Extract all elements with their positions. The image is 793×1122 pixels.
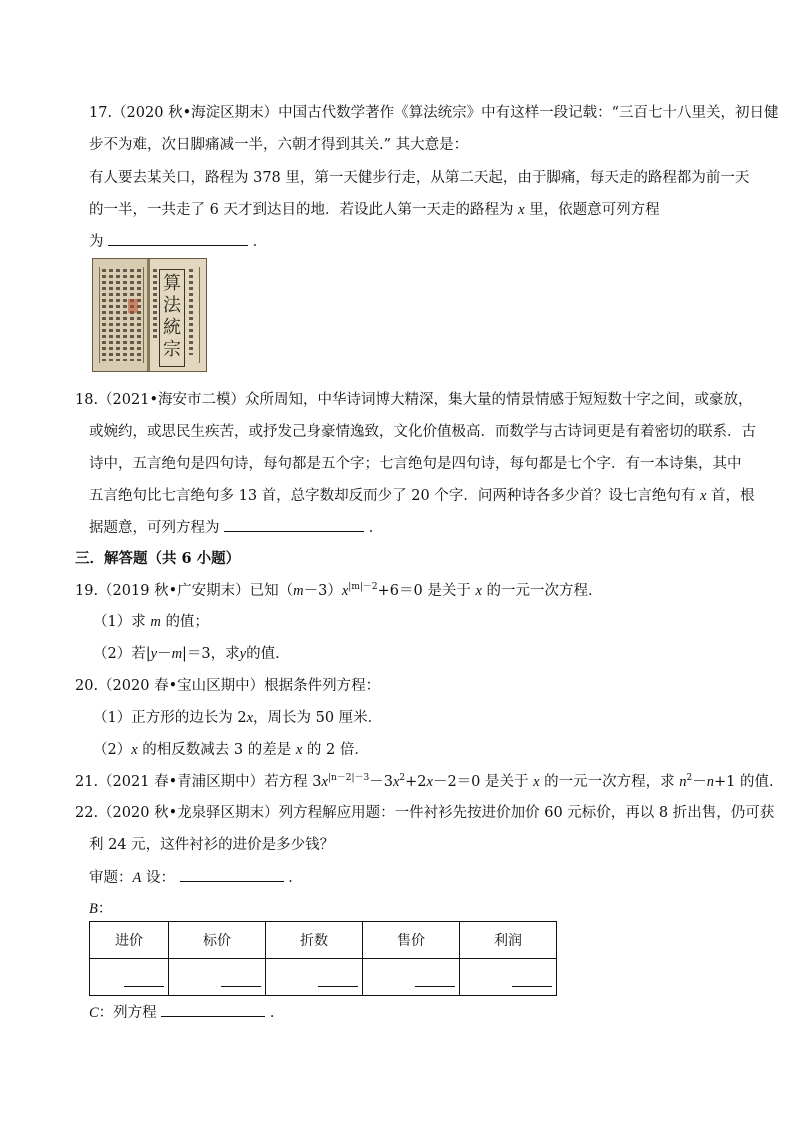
q19-part2-a: （2）若| xyxy=(93,646,151,662)
q21-d: －2＝0 是关于 xyxy=(432,774,529,790)
q20-part1-b: ，周长为 50 厘米． xyxy=(253,710,383,726)
q19-part1-var-m: m xyxy=(150,614,161,630)
q21-f: － xyxy=(692,774,707,790)
q19-var-m: m xyxy=(293,583,304,599)
q17-line5 xyxy=(89,230,267,251)
q22-th-list-price: 标价 xyxy=(169,922,266,959)
q21-a: 21.（2021 春•青浦区期中）若方程 3 xyxy=(75,774,322,790)
q22-th-cost: 进价 xyxy=(90,922,169,959)
q17-line1: 17.（2020 秋•海淀区期末）中国古代数学著作《算法统宗》中有这样一段记载：“三百七十八里关，初日健 xyxy=(89,105,779,121)
q17-line4-text: 的一半，一共走了 6 天才到达目的地．若设此人第一天走的路程为 xyxy=(89,202,514,218)
q18-line5-text: 据题意，可列方程为 xyxy=(89,520,220,536)
suanfa-tongzong-book-image xyxy=(92,258,207,372)
q18-line4-end: 首，根 xyxy=(711,488,755,504)
q22-blank-cost[interactable] xyxy=(124,986,164,987)
q22-cell-profit[interactable] xyxy=(460,959,557,996)
q19-part2-c: |＝3，求 xyxy=(182,646,240,662)
q22-shenti-label: 审题： xyxy=(89,870,133,886)
q22-blank-list-price[interactable] xyxy=(221,986,261,987)
q22-she-label: 设： xyxy=(145,870,175,886)
q17-line3: 有人要去某关口，路程为 378 里，第一天健步行走，从第二天起，由于脚痛，每天走的路程都为前一天 xyxy=(89,170,750,186)
q20-part2-c: 的 2 倍． xyxy=(306,742,369,758)
q18-line4-text: 五言绝句比七言绝句多 13 首，总字数却反而少了 20 个字．问两种诗各多少首？设七言绝句有 xyxy=(89,488,696,504)
q17-answer-blank[interactable] xyxy=(108,231,248,246)
q21-c: +2 xyxy=(405,774,427,790)
q22-cell-sale-price[interactable] xyxy=(363,959,460,996)
q21-var-x2: x xyxy=(392,774,400,790)
q22-let-blank[interactable] xyxy=(180,867,284,882)
q19-part2-var-y2: y xyxy=(239,646,247,662)
q19-var-x2: x xyxy=(475,583,482,599)
q19-eq: +6＝0 是关于 xyxy=(377,583,471,599)
section-3-heading: 三．解答题（共 6 小题） xyxy=(75,550,241,567)
q22-step-b-line xyxy=(89,897,112,918)
q22-blank-profit[interactable] xyxy=(512,986,552,987)
q19-part1-b: 的值； xyxy=(165,614,209,630)
q17-var-x: x xyxy=(518,202,525,218)
q20-part2-a: （2） xyxy=(93,742,132,758)
q21-g: +1 的值． xyxy=(714,774,784,790)
q21-var-n2: n xyxy=(706,774,715,790)
q22-step-c-line xyxy=(89,1001,284,1022)
q19-line1 xyxy=(75,579,602,600)
q22-blank-sale-price[interactable] xyxy=(415,986,455,987)
q22-step-b: B xyxy=(89,901,98,917)
q22-step-c: C xyxy=(89,1005,99,1021)
q20-part2-var-x2: x xyxy=(295,742,303,758)
q19-part2-var-y: y xyxy=(150,646,158,662)
q21-exp1: |n－2|－3 xyxy=(327,773,370,783)
q22-cell-discount[interactable] xyxy=(266,959,363,996)
q19-end: 的一元一次方程． xyxy=(486,583,603,599)
q18-line4 xyxy=(89,484,755,505)
q22-blank-discount[interactable] xyxy=(318,986,358,987)
q19-part2-var-m: m xyxy=(171,646,183,662)
q22-line1: 22.（2020 秋•龙泉驿区期末）列方程解应用题：一件衬衫先按进价加价 60 元标价，再以 8 折出售，仍可获 xyxy=(75,805,775,821)
q21-var-n: n xyxy=(679,774,687,790)
q19-part1 xyxy=(93,610,209,631)
q22-period-2: ． xyxy=(269,1005,285,1021)
q17-line2: 步不为难，次日脚痛减一半，六朝才得到其关.” 其大意是： xyxy=(89,137,469,153)
q18-line2: 或婉约，或思民生疾苦，或抒发己身豪情逸致，文化价值极高．而数学与古诗词更是有着密切的联系．古 xyxy=(89,424,756,440)
q19-prefix: 19.（2019 秋•广安期末）已知（ xyxy=(75,583,294,599)
q17-line5-end: ． xyxy=(252,234,268,250)
q17-line4 xyxy=(89,198,660,219)
q22-shenti xyxy=(89,866,303,887)
q18-line1: 18.（2021•海安市二模）众所周知，中华诗词博大精深，集大量的情景情感于短短数十字之间，或豪放， xyxy=(75,392,753,408)
q22-liefangcheng: ：列方程 xyxy=(98,1005,157,1021)
q22-table xyxy=(89,921,557,996)
q21-var-x3: x xyxy=(426,774,433,790)
q22-equation-blank[interactable] xyxy=(161,1002,265,1017)
q20-part2 xyxy=(93,738,369,759)
q22-line2: 利 24 元，这件衬衫的进价是多少钱？ xyxy=(89,837,335,853)
q21-var-x4: x xyxy=(533,774,540,790)
q18-var-x: x xyxy=(699,488,707,504)
q22-step-b-colon: ： xyxy=(97,901,113,917)
q22-cell-cost[interactable] xyxy=(90,959,169,996)
q19-exponent: |m|－2 xyxy=(348,582,378,592)
q19-mid: －3） xyxy=(303,583,342,599)
q21-e: 的一元一次方程，求 xyxy=(544,774,675,790)
q19-part1-a: （1）求 xyxy=(93,614,146,630)
q22-period-1: ． xyxy=(288,870,303,886)
q20-part1 xyxy=(93,706,382,727)
q20-line1: 20.（2020 春•宝山区期中）根据条件列方程： xyxy=(75,678,381,694)
q17-line5-text: 为 xyxy=(89,234,104,250)
q20-part1-var-x: x xyxy=(246,710,253,726)
q19-part2-d: 的值． xyxy=(246,646,290,662)
q18-line5-end: ． xyxy=(368,520,384,536)
q18-line3: 诗中，五言绝句是四句诗，每句都是五个字；七言绝句是四句诗，每句都是七个字．有一本诗集，其中 xyxy=(89,456,742,472)
book-title: 算法統宗 xyxy=(163,273,181,360)
q21-b: －3 xyxy=(369,774,393,790)
q21-line: 21.（2021 春•青浦区期中）若方程 $3x^{|n-2|-3}-3x^2+2x-2=0$ 是关于 x 的一元一次方程，求 $n^2-n+1$ 的值． xyxy=(75,773,784,790)
q18-line5 xyxy=(89,516,383,537)
q20-part2-b: 的相反数减去 3 的差是 xyxy=(142,742,292,758)
q19-part2 xyxy=(93,642,290,663)
q18-answer-blank[interactable] xyxy=(224,517,364,532)
q22-step-a: A xyxy=(132,870,142,886)
q22-th-discount: 折数 xyxy=(266,922,363,959)
q19-var-x: x xyxy=(341,583,349,599)
q22-th-profit: 利润 xyxy=(460,922,557,959)
q21-var-x: x xyxy=(321,774,328,790)
q20-part1-a: （1）正方形的边长为 2 xyxy=(93,710,247,726)
q22-cell-list-price[interactable] xyxy=(169,959,266,996)
q22-th-sale-price: 售价 xyxy=(363,922,460,959)
q19-part2-b: － xyxy=(157,646,172,662)
q20-part2-var-x: x xyxy=(131,742,138,758)
q17-line4-end: 里，依题意可列方程 xyxy=(529,202,660,218)
